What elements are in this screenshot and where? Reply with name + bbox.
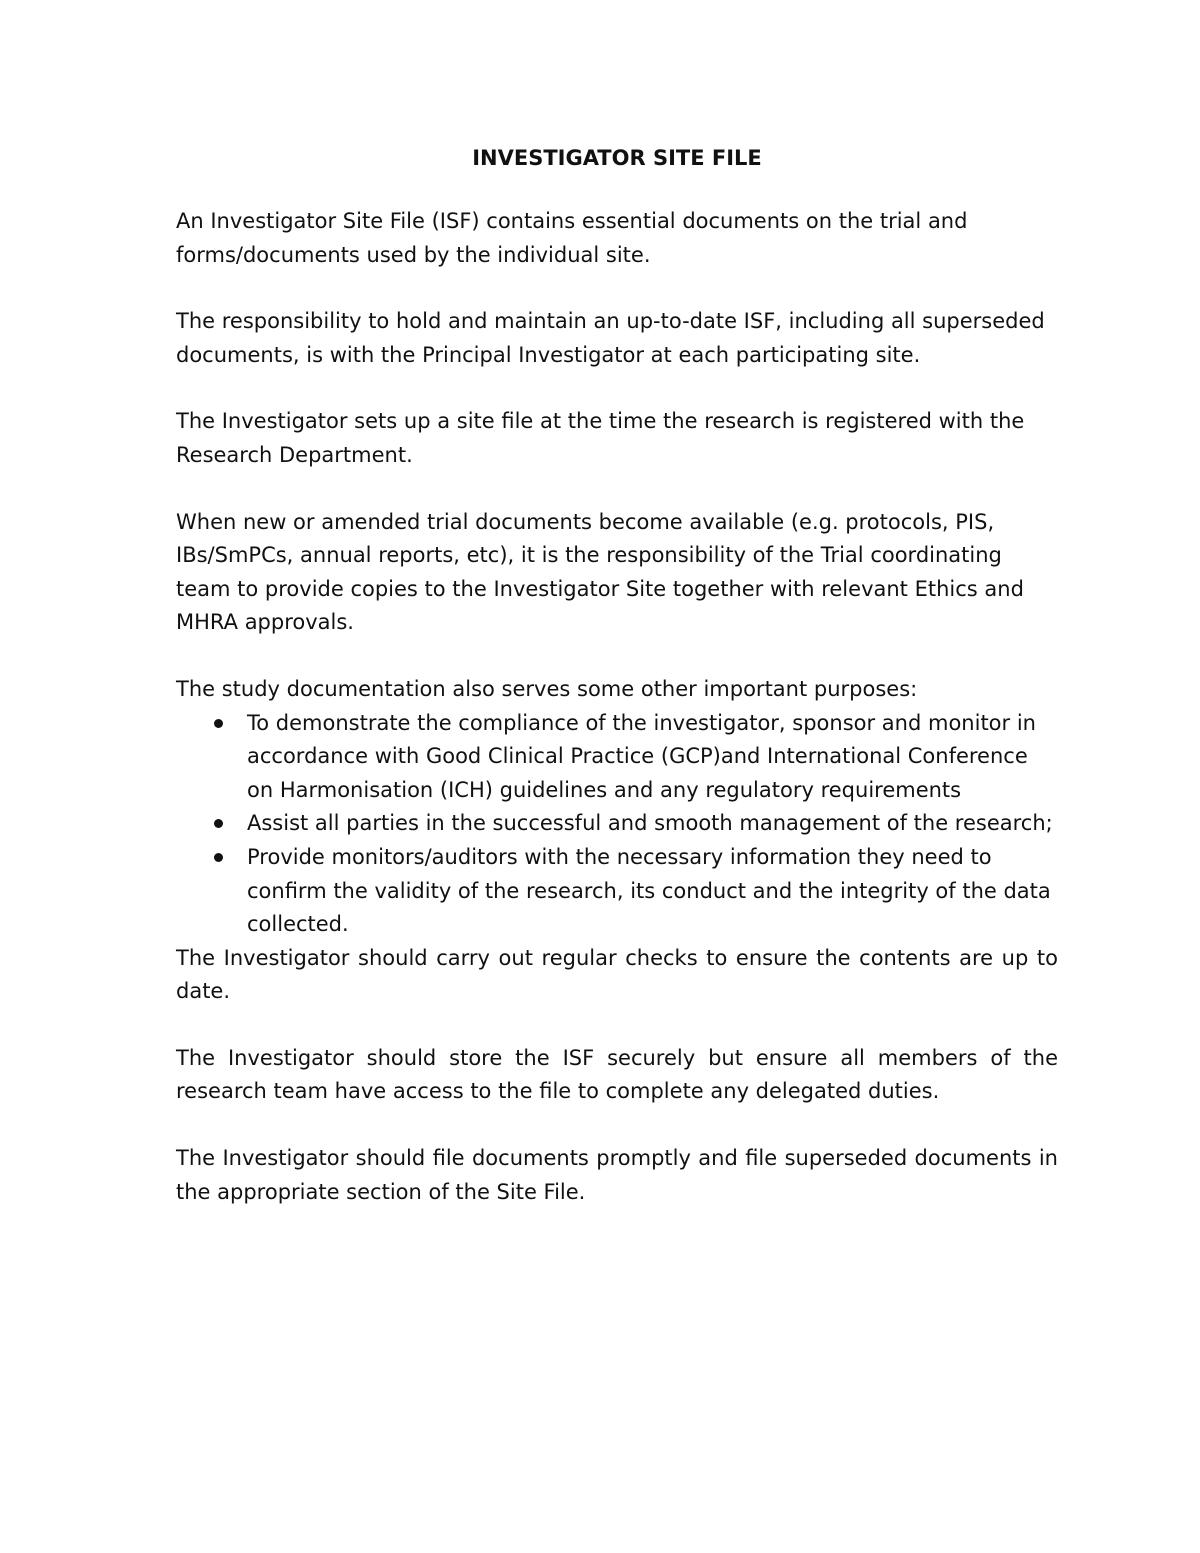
bullet-icon (214, 719, 223, 728)
bullet-icon (214, 819, 223, 828)
list-item (176, 707, 1058, 808)
list-item (176, 841, 1058, 942)
paragraph-new-documents: When new or amended trial documents become available (e.g. protocols, PIS, IBs/SmPCs, annual reports, etc), it is the responsibility of the Trial coordinating team to provide copies to the Investigator Site together with relevant Ethics and MHRA approvals. (176, 509, 1024, 635)
paragraph-purposes-intro: The study documentation also serves some other important purposes: (176, 676, 918, 701)
list-item-text: To demonstrate the compliance of the investigator, sponsor and monitor in accordance with Good Clinical Practice (GCP)and International Conference on Harmonisation (ICH) guidelines and any regulatory requirements (247, 710, 1036, 802)
paragraph-setup: The Investigator sets up a site file at the time the research is registered with the Research Department. (176, 409, 1025, 467)
paragraph-secure-storage: The Investigator should store the ISF securely but ensure all members of the research team have access to the file to complete any delegated duties. (176, 1045, 1058, 1104)
document-body (176, 141, 1058, 1209)
paragraph-filing: The Investigator should file documents promptly and file superseded documents in the appropriate section of the Site File. (176, 1146, 1058, 1204)
bullet-icon (214, 853, 223, 862)
list-item-text: Provide monitors/auditors with the necessary information they need to confirm the validity of the research, its conduct and the integrity of the data collected. (247, 844, 1051, 937)
list-item-text: Assist all parties in the successful and smooth management of the research; (247, 811, 1053, 836)
list-item (176, 807, 1058, 841)
paragraph-responsibility: The responsibility to hold and maintain an up-to-date ISF, including all superseded documents, is with the Principal Investigator at each participating site. (176, 309, 1045, 367)
paragraph-isf-definition: An Investigator Site File (ISF) contains essential documents on the trial and forms/documents used by the individual site. (176, 209, 968, 267)
purposes-list (176, 707, 1058, 942)
paragraph-regular-checks: The Investigator should carry out regular checks to ensure the contents are up to date. (176, 945, 1058, 1004)
document-title: INVESTIGATOR SITE FILE (472, 146, 762, 170)
